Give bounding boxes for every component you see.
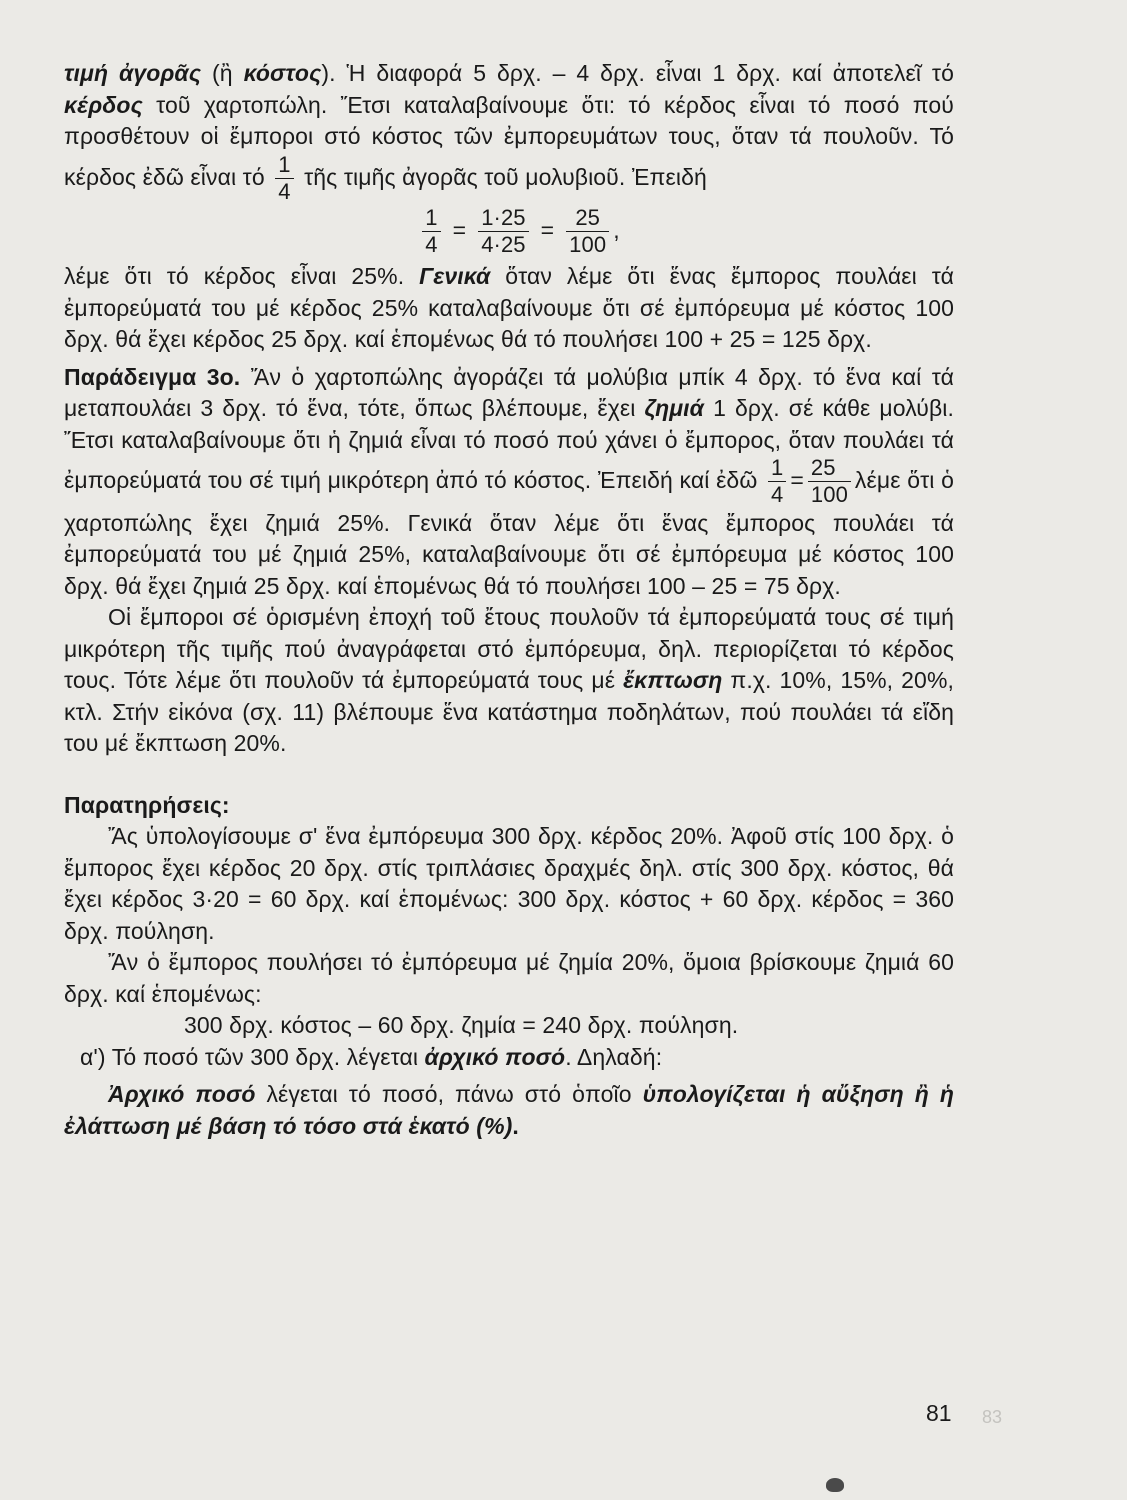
paragraph-profit-percent: λέμε ὅτι τό κέρδος εἶναι 25%. Γενικά ὅταν λέμε ὅτι ἕνας ἔμπορος πουλάει τά ἐμπορεύματά του μέ κέρδος 25% καταλαβαίνουμε ὅτι σέ ἐμπόρευμα μέ κόστος 100 δρχ. θά ἔχει κέρδος 25 δρχ. καί ἑπομένως θά τό πουλήσει 100 + 25 = 125 δρχ. <box>64 263 954 353</box>
definition-term: Ἀρχικό ποσό <box>108 1081 256 1108</box>
example-heading: Παράδειγμα 3ο. <box>64 363 241 390</box>
fraction-loss-b: $\frac{25}{100}$ <box>808 456 851 507</box>
term-generally: Γενικά <box>419 263 491 290</box>
fraction-a: $\frac{1}{4}$ <box>422 206 440 257</box>
paragraph-profit: τιμή ἀγορᾶς (ἢ κόστος). Ἡ διαφορά 5 δρχ. – 4 δρχ. εἶναι 1 δρχ. καί ἀποτελεῖ τό κέρδος τοῦ χαρτοπώλη. Ἔτσι καταλαβαίνουμε ὅτι: τό κέρδος εἶναι τό ποσό πού προσθέτουν οἱ ἔμποροι στό κόστος τῶν ἐμπορευμάτων τους, ὅταν τά πουλοῦν. Τό κέρδος ἐδῶ εἶναι τό $\frac{1}{4}$ τῆς τιμῆς ἀγορᾶς τοῦ μολυβιοῦ. Ἐπειδή <box>64 60 954 204</box>
ink-spot <box>826 1478 844 1492</box>
remarks-loss-line: 300 δρχ. κόστος – 60 δρχ. ζημία = 240 δρχ. πούληση. <box>184 1012 739 1039</box>
term-initial-amount: ἀρχικό ποσό <box>424 1043 566 1070</box>
term-discount: ἔκπτωση <box>623 667 723 694</box>
remarks-paragraph-2: Ἄν ὁ ἔμπορος πουλήσει τό ἐμπόρευμα μέ ζημία 20%, ὅμοια βρίσκουμε ζημιά 60 δρχ. καί ἑπομένως: <box>64 949 954 1007</box>
page-number: 81 <box>926 1400 952 1426</box>
remarks-heading: Παρατηρήσεις: <box>64 791 230 818</box>
paragraph-example-3: Παράδειγμα 3ο. Ἄν ὁ χαρτοπώλης ἀγοράζει τά μολύβια μπίκ 4 δρχ. τό ἕνα καί τά μεταπουλάει 3 δρχ. τό ἕνα, τότε, ὅπως βλέπουμε, ἔχει ζημιά 1 δρχ. σέ κάθε μολύβι. Ἔτσι καταλαβαίνουμε ὅτι ἡ ζημιά εἶναι τό ποσό πού χάνει ὁ ἔμπορος, ὅταν πουλάει τά ἐμπορεύματά του σέ τιμή μικρότερη ἀπό τό κόστος. Ἐπειδή καί ἐδῶ $\frac{1}{4}$ = $\frac{25}{100}$ λέμε ὅτι ὁ χαρτοπώλης ἔχει ζημιά 25%. Γενικά ὅταν λέμε ὅτι ἕνας ἔμπορος πουλάει τά ἐμπορεύματά του μέ ζημιά 25%, καταλαβαίνουμε ὅτι σέ ἐμπόρευμα μέ κόστος 100 δρχ. θά ἔχει ζημιά 25 δρχ. καί ἑπομένως θά τό πουλήσει 100 – 25 = 75 δρχ. <box>64 363 954 599</box>
definition-body: ὑπολογίζεται ἡ αὔξηση ἢ ἡ ἐλάττωση μέ βάση τό τόσο στά ἑκατό (%) <box>64 1081 954 1139</box>
term-purchase-price: τιμή ἀγορᾶς <box>64 60 202 86</box>
fraction-c: $\frac{25}{100}$ <box>566 206 609 257</box>
term-profit: κέρδος <box>64 91 143 118</box>
remarks-item-a: α') Τό ποσό τῶν 300 δρχ. λέγεται ἀρχικό ποσό. Δηλαδή: <box>80 1043 663 1070</box>
equation-fractions: $\frac{1}{4}$ = $\frac{1\cdot 25}{4\cdot 25}$ = $\frac{25}{100}$ , <box>64 206 954 257</box>
bleed-through-page-number: 83 <box>982 1407 1003 1427</box>
section-gap <box>64 760 954 790</box>
page-text <box>64 58 954 1142</box>
fraction-loss-a: $\frac{1}{4}$ <box>768 456 786 507</box>
fraction-one-quarter: $\frac{1}{4}$ <box>275 153 293 204</box>
term-loss: ζημιά <box>644 395 705 422</box>
fraction-b: $\frac{1\cdot 25}{4\cdot 25}$ <box>478 206 528 257</box>
paragraph-discount: Οἱ ἔμποροι σέ ὁρισμένη ἐποχή τοῦ ἔτους πουλοῦν τά ἐμπορεύματά τους σέ τιμή μικρότερη τῆς τιμῆς πού ἀναγράφεται στό ἐμπόρευμα, δηλ. περιορίζεται τό κέρδος τους. Τότε λέμε ὅτι πουλοῦν τά ἐμπορεύματά τους μέ ἔκπτωση π.χ. 10%, 15%, 20%, κτλ. Στήν εἰκόνα (σχ. 11) βλέπουμε ἕνα κατάστημα ποδηλάτων, πού πουλάει τά εἴδη του μέ ἔκπτωση 20%. <box>64 604 954 757</box>
remarks-paragraph-1: Ἄς ὑπολογίσουμε σ' ἕνα ἐμπόρευμα 300 δρχ. κέρδος 20%. Ἀφοῦ στίς 100 δρχ. ὁ ἔμπορος ἔχει κέρδος 20 δρχ. στίς τριπλάσιες δραχμές δηλ. στίς 300 δρχ. κόστος, θά ἔχει κέρδος 3·20 = 60 δρχ. καί ἑπομένως: 300 δρχ. κόστος + 60 δρχ. κέρδος = 360 δρχ. πούληση. <box>64 823 954 944</box>
term-cost: κόστος <box>243 60 322 86</box>
definition-initial-amount: Ἀρχικό ποσό λέγεται τό ποσό, πάνω στό ὁποῖο ὑπολογίζεται ἡ αὔξηση ἢ ἡ ἐλάττωση μέ βάση τό τόσο στά ἑκατό (%). <box>64 1081 954 1139</box>
